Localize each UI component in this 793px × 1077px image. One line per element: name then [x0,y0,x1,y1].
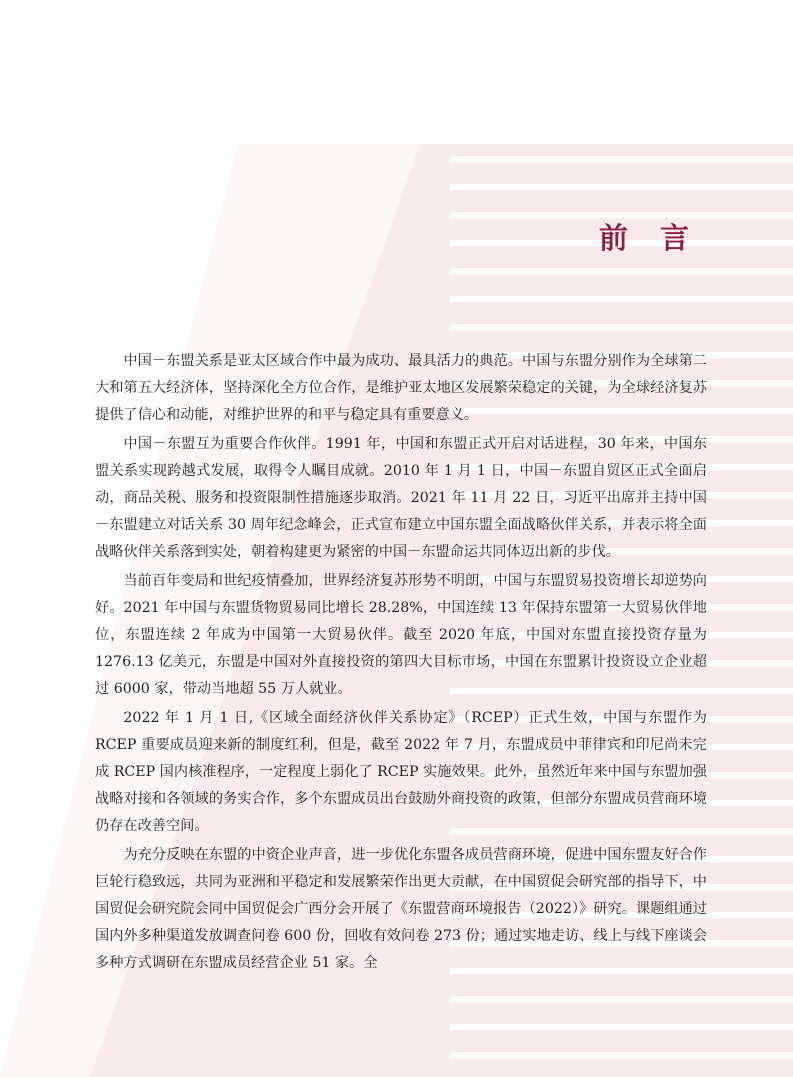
page-title: 前 言 [598,221,700,255]
paragraph-3: 当前百年变局和世纪疫情叠加，世界经济复苏形势不明朗，中国与东盟贸易投资增长却逆势向好。2021 年中国与东盟货物贸易同比增长 28.28%，中国连续 13 年保持东盟第一大贸易伙伴地位，东盟连续 2 年成为中国第一大贸易伙伴。截至 2020 年底，中国对东盟直接投资存量为 1276.13 亿美元，东盟是中国对外直接投资的第四大目标市场，中国在东盟累计投资设立企业超过 6000 家，带动当地超 55 万人就业。 [95,573,707,697]
paragraph-2: 中国－东盟互为重要合作伙伴。1991 年，中国和东盟正式开启对话进程，30 年来，中国东盟关系实现跨越式发展，取得令人瞩目成就。2010 年 1 月 1 日，中国－东盟自贸区正式全面启动，商品关税、服务和投资限制性措施逐步取消。2021 年 11 月 22 日，习近平出席并主持中国－东盟建立对话关系 30 周年纪念峰会，正式宣布建立中国东盟全面战略伙伴关系，并表示将全面战略伙伴关系落到实处，朝着构建更为紧密的中国－东盟命运共同体迈出新的步伐。 [95,436,707,560]
paragraph-4: 2022 年 1 月 1 日,《区域全面经济伙伴关系协定》（RCEP）正式生效，中国与东盟作为 RCEP 重要成员迎来新的制度红利，但是，截至 2022 年 7 月，东盟成员中菲律宾和印尼尚未完成 RCEP 国内核准程序，一定程度上弱化了 RCEP 实施效果。此外，虽然近年来中国与东盟加强战略对接和各领域的务实合作，多个东盟成员出台鼓励外商投资的政策，但部分东盟成员营商环境仍存在改善空间。 [95,710,707,834]
paragraph-1: 中国－东盟关系是亚太区域合作中最为成功、最具活力的典范。中国与东盟分别作为全球第二大和第五大经济体，坚持深化全方位合作，是维护亚太地区发展繁荣稳定的关键，为全球经济复苏提供了信心和动能，对维护世界的和平与稳定具有重要意义。 [95,353,707,423]
body-text [95,348,707,979]
paragraph-5: 为充分反映在东盟的中资企业声音，进一步优化东盟各成员营商环境，促进中国东盟友好合作巨轮行稳致远，共同为亚洲和平稳定和发展繁荣作出更大贡献，在中国贸促会研究部的指导下，中国贸促会研究院会同中国贸促会广西分会开展了《东盟营商环境报告（2022）》研究。课题组通过国内外多种渠道发放调查问卷 600 份，回收有效问卷 273 份；通过实地走访、线上与线下座谈会多种方式调研在东盟成员经营企业 51 家。全 [95,847,707,971]
